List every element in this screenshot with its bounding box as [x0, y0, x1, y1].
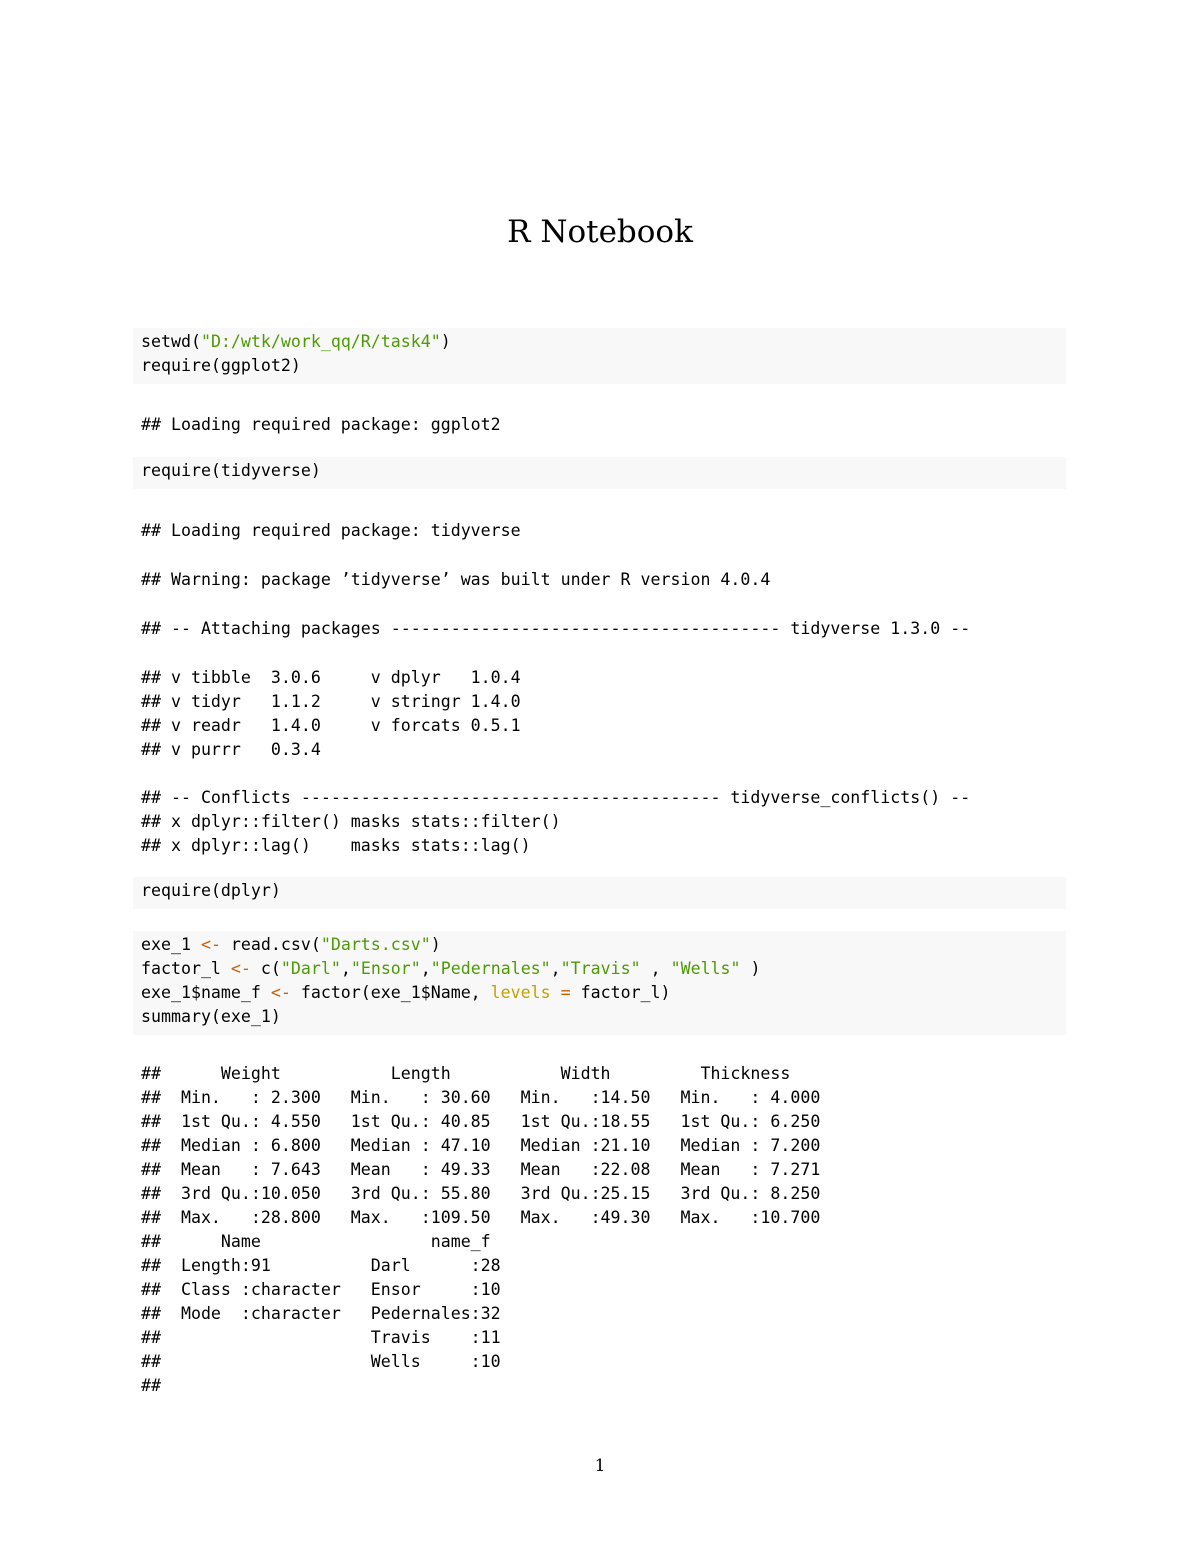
code-token: ): [440, 332, 451, 351]
output-line: ## Min. : 2.300 Min. : 30.60 Min. :14.50 Min. : 4.000: [141, 1088, 841, 1107]
code-token: factor(exe_1$Name,: [290, 983, 491, 1002]
code-line: [141, 330, 451, 354]
code-line: [141, 879, 281, 903]
code-token: ,: [340, 959, 351, 978]
output-line: ## x dplyr::filter() masks stats::filter(): [141, 812, 561, 831]
output-line: ## Warning: package ’tidyverse’ was built under R version 4.0.4: [141, 570, 771, 589]
code-chunk: [133, 931, 1066, 1035]
output-line: ## Loading required package: ggplot2: [141, 415, 501, 434]
code-token: [551, 983, 561, 1002]
output-line: ## -- Attaching packages --------------------------------------- tidyverse 1.3.0 --: [141, 619, 971, 638]
output-chunk: [133, 519, 1066, 543]
code-line: [141, 1005, 281, 1029]
code-line: [141, 957, 761, 981]
code-line: [141, 459, 321, 483]
code-token: read.csv(: [220, 935, 321, 954]
output-line: ## Class :character Ensor :10: [141, 1280, 521, 1299]
document-title: R Notebook: [507, 214, 693, 250]
code-token-op: <-: [200, 935, 221, 954]
code-token-str: "Wells": [670, 959, 741, 978]
output-line: ## v tidyr 1.1.2 v stringr 1.4.0: [141, 692, 521, 711]
code-line: [141, 981, 671, 1005]
code-chunk: [133, 457, 1066, 489]
code-token-str: "D:/wtk/work_qq/R/task4": [200, 332, 441, 351]
code-line: [141, 354, 301, 378]
output-line: ## Length:91 Darl :28: [141, 1256, 521, 1275]
code-chunk: [133, 328, 1066, 384]
output-line: ## 3rd Qu.:10.050 3rd Qu.: 55.80 3rd Qu.:25.15 3rd Qu.: 8.250: [141, 1184, 841, 1203]
output-line: ## v readr 1.4.0 v forcats 0.5.1: [141, 716, 521, 735]
code-token: ,: [550, 959, 561, 978]
code-line: [141, 933, 441, 957]
output-line: ## Weight Length Width Thickness: [141, 1064, 841, 1083]
output-line: ## Wells :10: [141, 1352, 521, 1371]
output-line: ##: [141, 1376, 171, 1395]
output-line: ## Median : 6.800 Median : 47.10 Median :21.10 Median : 7.200: [141, 1136, 841, 1155]
output-line: ## Max. :28.800 Max. :109.50 Max. :49.30 Max. :10.700: [141, 1208, 841, 1227]
output-chunk: [133, 666, 1066, 762]
code-token: exe_1: [141, 935, 201, 954]
code-token: factor_l: [141, 959, 231, 978]
code-token-str: "Pedernales": [430, 959, 551, 978]
output-line: ## Mean : 7.643 Mean : 49.33 Mean :22.08 Mean : 7.271: [141, 1160, 841, 1179]
output-chunk: [133, 413, 1066, 437]
output-line: ## x dplyr::lag() masks stats::lag(): [141, 836, 531, 855]
output-line: ## -- Conflicts ------------------------------------------ tidyverse_conflicts() --: [141, 788, 971, 807]
output-line: ## 1st Qu.: 4.550 1st Qu.: 40.85 1st Qu.:18.55 1st Qu.: 6.250: [141, 1112, 841, 1131]
output-chunk: [133, 617, 1066, 641]
code-token: require(dplyr): [141, 881, 281, 900]
code-token-op: <-: [230, 959, 251, 978]
code-token-str: "Darts.csv": [320, 935, 431, 954]
code-token-str: "Travis": [560, 959, 641, 978]
code-token: exe_1$name_f: [141, 983, 271, 1002]
output-chunk: [133, 786, 1066, 858]
code-token-str: "Ensor": [350, 959, 421, 978]
output-line: ## Loading required package: tidyverse: [141, 521, 521, 540]
code-token-op: <-: [270, 983, 291, 1002]
code-token: c(: [250, 959, 281, 978]
code-token-arg: levels: [490, 983, 551, 1002]
code-token: ): [740, 959, 761, 978]
output-line: ## Travis :11: [141, 1328, 521, 1347]
code-token: summary(exe_1): [141, 1007, 281, 1026]
code-chunk: [133, 877, 1066, 909]
output-line: ## v tibble 3.0.6 v dplyr 1.0.4: [141, 668, 521, 687]
code-token: ,: [640, 959, 671, 978]
output-line: ## Mode :character Pedernales:32: [141, 1304, 521, 1323]
code-token-op: =: [560, 983, 571, 1002]
code-token: factor_l): [570, 983, 671, 1002]
output-chunk: [133, 1062, 1066, 1398]
code-token: require(tidyverse): [141, 461, 321, 480]
code-token: setwd(: [141, 332, 201, 351]
output-chunk: [133, 568, 1066, 592]
output-line: ## Name name_f: [141, 1232, 511, 1251]
code-token: ): [430, 935, 441, 954]
code-token: ,: [420, 959, 431, 978]
code-token-str: "Darl": [280, 959, 341, 978]
page-number: 1: [594, 1456, 606, 1476]
output-line: ## v purrr 0.3.4: [141, 740, 321, 759]
code-token: require(ggplot2): [141, 356, 301, 375]
